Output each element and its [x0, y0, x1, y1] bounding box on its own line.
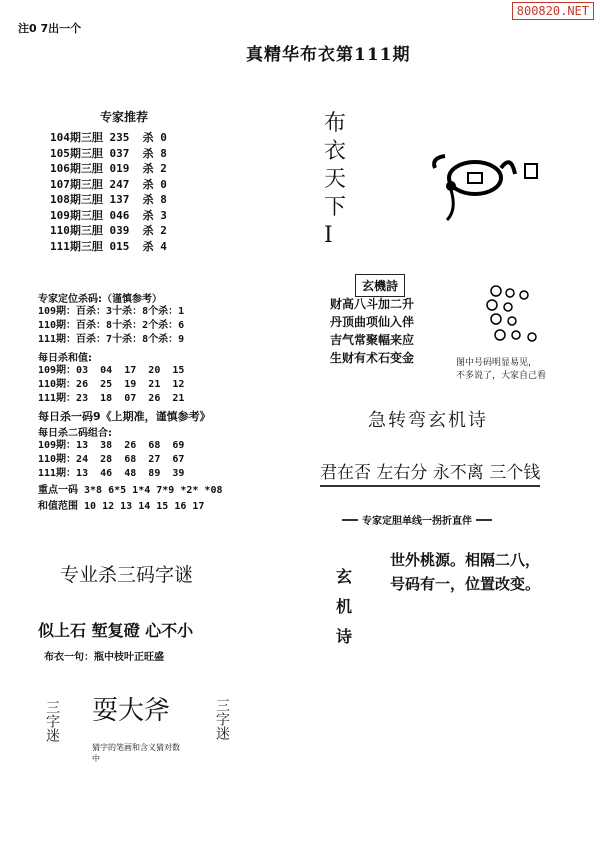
xuanji-line: 吉气常聚幅来应 — [330, 333, 415, 347]
daily-two-row: 111期：13 46 48 89 39 — [38, 468, 185, 479]
riddle-heading: 专业杀三码字谜 — [60, 564, 194, 586]
riddle-hint: 猜字的笔画和含义猜对数中 — [92, 743, 180, 763]
position-kill-row: 109期：百杀：3十杀：8个杀：1 — [38, 306, 185, 317]
daily-two-row: 109期：13 38 26 68 69 — [38, 440, 185, 451]
riddle-main: 耍大斧 — [92, 696, 171, 726]
sum-range: 和值范围 10 12 13 14 15 16 17 — [38, 501, 205, 512]
caption-line: 图中号码明显易见， — [456, 358, 538, 368]
coin-string-icon — [478, 283, 548, 349]
expert-list — [50, 130, 167, 254]
riddle-saying: 布衣一句：瓶中枝叶正旺盛 — [44, 652, 164, 663]
xuanji-caption — [456, 357, 546, 383]
position-kill-section — [38, 290, 223, 515]
xuanji-box-lines — [330, 295, 414, 367]
position-kill-row: 110期：百杀：8十杀：2个杀：6 — [38, 320, 185, 331]
rush-poem: 急转弯玄机诗 — [368, 410, 488, 431]
xuanji-line: 生财有术石变金 — [330, 351, 415, 365]
buyi-text: 布衣天下I — [324, 111, 349, 248]
world-poem-line: 世外桃源。相隔二八， — [390, 551, 541, 569]
expert-row: 105期三胆 037 杀 8 — [50, 146, 167, 160]
world-poem — [390, 548, 540, 596]
daily-one-heading: 每日杀一码9《上期准，谨慎参考》 — [38, 410, 211, 423]
expert-row: 108期三胆 137 杀 8 — [50, 193, 167, 206]
xuanji-box-heading: 玄機詩 — [355, 274, 405, 297]
daily-sum-row: 109期：03 04 17 20 15 — [38, 365, 185, 376]
divider — [476, 519, 492, 521]
riddle-right-label: 三字迷 — [214, 698, 230, 740]
coin-drawing-icon — [415, 138, 555, 228]
page-title: 真精华布衣第111期 — [246, 45, 411, 65]
expert-heading: 专家推荐 — [100, 110, 149, 124]
watermark: 800820.NET — [512, 2, 594, 20]
focus-points: 重点一码 3*8 6*5 1*4 7*9 *2* *08 — [38, 485, 223, 496]
expert-row: 109期三胆 046 杀 3 — [50, 208, 167, 222]
riddle-left-label: 三字迷 — [44, 700, 60, 742]
expert-row: 111期三胆 015 杀 4 — [50, 239, 167, 253]
position-kill-row: 111期：百杀：7十杀：8个杀：9 — [38, 334, 185, 345]
expert-row: 106期三胆 019 杀 2 — [50, 162, 167, 175]
daily-sum-row: 111期：23 18 07 26 21 — [38, 393, 185, 404]
banner: 君在否 左右分 永不离 三个钱 — [320, 458, 540, 487]
daily-two-row: 110期：24 28 68 27 67 — [38, 454, 185, 465]
daily-sum-heading: 每日杀和值: — [38, 353, 92, 364]
single-line-text: 专家定胆单线一拐折直伴 — [362, 516, 472, 527]
world-poem-line: 号码有一，位置改变。 — [390, 575, 541, 593]
divider — [342, 519, 358, 521]
xuanji-vertical: 玄机诗 — [336, 567, 353, 646]
riddle-phrase: 似上石 堑复磴 心不小 — [38, 621, 194, 640]
xuanji-line: 财高八斗加二升 — [330, 297, 415, 311]
expert-row: 107期三胆 247 杀 0 — [50, 177, 167, 191]
expert-row: 110期三胆 039 杀 2 — [50, 224, 167, 237]
position-kill-heading: 专家定位杀码:（谨慎参考） — [38, 294, 162, 305]
top-note: 注0 7出一个 — [18, 22, 82, 35]
xuanji-line: 丹顶曲项仙入伴 — [330, 315, 415, 329]
daily-sum-row: 110期：26 25 19 21 12 — [38, 379, 185, 390]
daily-two-heading: 每日杀二码组合: — [38, 428, 112, 439]
single-line-row — [342, 512, 492, 527]
expert-row: 104期三胆 235 杀 0 — [50, 131, 167, 144]
caption-line: 不多说了，大家自己看 — [456, 371, 547, 381]
